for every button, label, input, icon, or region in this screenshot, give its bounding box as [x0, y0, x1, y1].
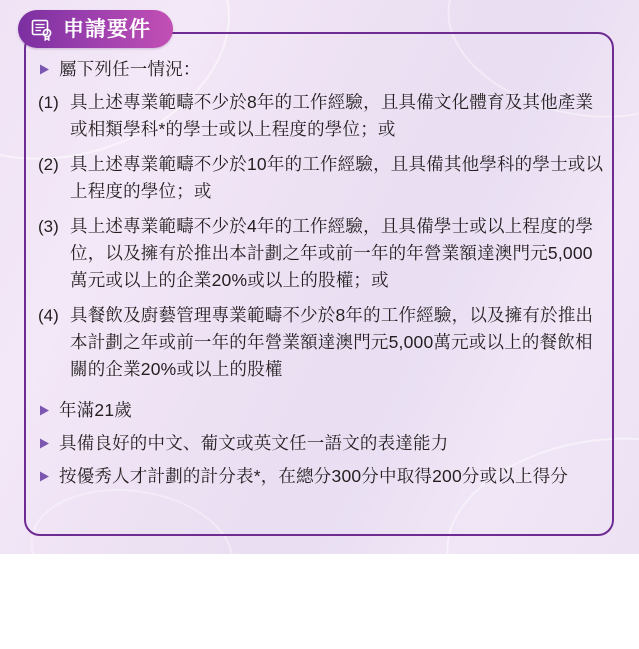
triangle-bullet-icon — [38, 430, 51, 450]
list-item-text: 年滿21歲 — [59, 400, 132, 420]
list-item-text: 具上述專業範疇不少於4年的工作經驗，且具備學士或以上程度的學位，以及擁有於推出本計劃之年或前一年的年營業額達澳門元5,000萬元或以上的企業20%或以上的股權；或 — [70, 216, 594, 290]
requirements-list — [38, 56, 606, 496]
list-item-text: 按優秀人才計劃的計分表*，在總分300分中取得200分或以上得分 — [59, 466, 569, 486]
section-title-ribbon — [18, 10, 173, 48]
list-item-text: 具上述專業範疇不少於8年的工作經驗，且具備文化體育及其他產業或相類學科*的學士或以上程度的學位；或 — [70, 92, 594, 139]
triangle-bullet-icon — [38, 397, 51, 417]
list-item-text: 具備良好的中文、葡文或英文任一語文的表達能力 — [59, 433, 449, 453]
list-item-number: (2) — [38, 155, 59, 174]
list-item-number: (1) — [38, 93, 59, 112]
list-item-number: (3) — [38, 217, 59, 236]
table-row — [38, 213, 606, 294]
table-row — [38, 89, 606, 143]
list-item — [38, 397, 606, 424]
triangle-bullet-icon — [38, 56, 51, 76]
certificate-icon — [30, 17, 54, 41]
list-item-text: 具餐飲及廚藝管理專業範疇不少於8年的工作經驗，以及擁有於推出本計劃之年或前一年的年營業額達澳門元5,000萬元或以上的餐飲相關的企業20%或以上的股權 — [70, 305, 594, 379]
triangle-bullet-icon — [38, 463, 51, 483]
list-item-text: 屬下列任一情況： — [59, 59, 201, 79]
list-item — [38, 430, 606, 457]
page-title: 申請要件 — [63, 17, 151, 41]
list-item — [38, 56, 606, 83]
table-row — [38, 302, 606, 383]
list-item-number: (4) — [38, 306, 59, 325]
list-item-text: 具上述專業範疇不少於10年的工作經驗，且具備其他學科的學士或以上程度的學位；或 — [70, 154, 604, 201]
table-row — [38, 151, 606, 205]
list-item — [38, 463, 606, 490]
